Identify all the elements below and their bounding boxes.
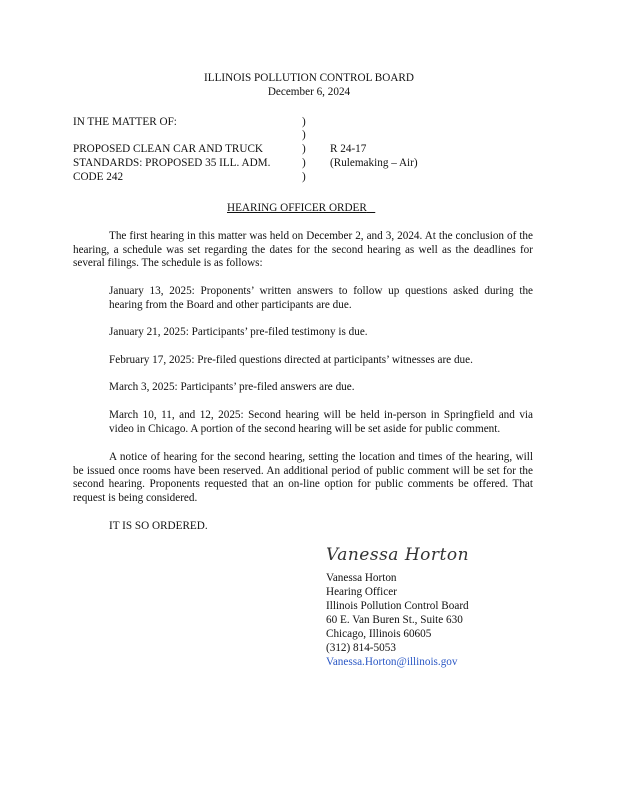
signer-address-line-1: 60 E. Van Buren St., Suite 630 xyxy=(326,614,463,626)
notice-paragraph: A notice of hearing for the second hearing, setting the location and times of the hearing, will be issued once rooms have been reserved. An additional period of public comment will be set for the second hearing. Proponents requested that an on-line option for public comments be offered. That request is being considered. xyxy=(73,451,533,504)
agency-heading: ILLINOIS POLLUTION CONTROL BOARD xyxy=(204,72,414,84)
signer-email-link[interactable]: Vanessa.Horton@illinois.gov xyxy=(326,656,458,668)
schedule-item: March 3, 2025: Participants’ pre-filed answers are due. xyxy=(109,381,355,393)
schedule-item: February 17, 2025: Pre-filed questions directed at participants’ witnesses are due. xyxy=(109,354,473,366)
schedule-item: January 13, 2025: Proponents’ written answers to follow up questions asked during the hearing from the Board and other participants are due. xyxy=(109,285,533,311)
intro-paragraph: The first hearing in this matter was held on December 2, and 3, 2024. At the conclusion of the hearing, a schedule was set regarding the dates for the second hearing as well as the deadlines for several filings. The schedule is as follows: xyxy=(73,230,533,270)
caption-paren: ) xyxy=(302,157,306,169)
schedule-item: March 10, 11, and 12, 2025: Second hearing will be held in-person in Springfield and via video in Chicago. A portion of the second hearing will be set aside for public comment. xyxy=(109,409,533,435)
schedule-item: January 21, 2025: Participants’ pre-filed testimony is due. xyxy=(109,326,368,338)
caption-title-line-2: STANDARDS: PROPOSED 35 ILL. ADM. xyxy=(73,157,271,169)
order-date: December 6, 2024 xyxy=(267,86,351,98)
caption-title-line-1: PROPOSED CLEAN CAR AND TRUCK xyxy=(73,143,264,155)
closing-statement: IT IS SO ORDERED. xyxy=(109,520,208,532)
caption-paren: ) xyxy=(302,116,306,128)
caption-paren: ) xyxy=(302,129,306,141)
signer-phone: (312) 814-5053 xyxy=(326,642,396,654)
signer-address-line-2: Chicago, Illinois 60605 xyxy=(326,628,432,640)
docket-type: (Rulemaking – Air) xyxy=(330,157,418,169)
order-title: HEARING OFFICER ORDER xyxy=(227,202,367,214)
caption-title-line-3: CODE 242 xyxy=(73,171,124,183)
matter-label: IN THE MATTER OF: xyxy=(73,116,177,128)
handwritten-signature: Vanessa Horton xyxy=(326,545,470,565)
signer-name: Vanessa Horton xyxy=(326,572,397,584)
docket-number: R 24-17 xyxy=(330,143,367,155)
caption-paren: ) xyxy=(302,143,306,155)
signer-role: Hearing Officer xyxy=(326,586,397,598)
caption-paren: ) xyxy=(302,171,306,183)
signer-agency: Illinois Pollution Control Board xyxy=(326,600,469,612)
